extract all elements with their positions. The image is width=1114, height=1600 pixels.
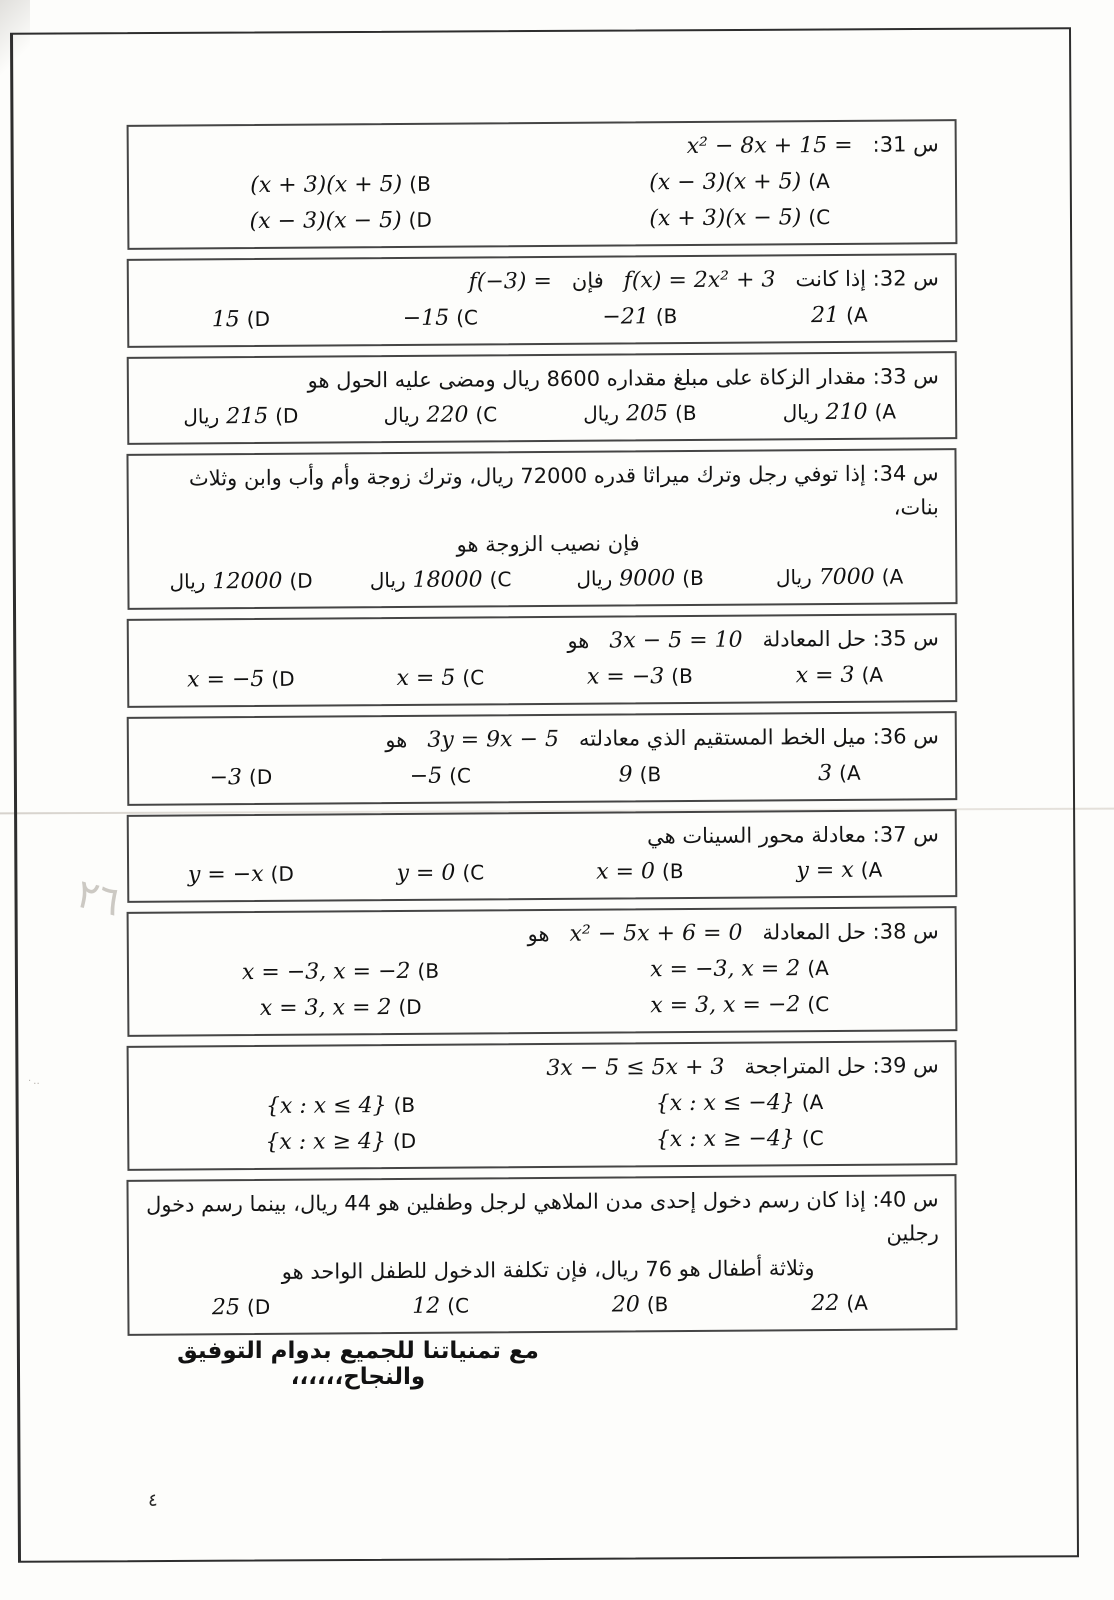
questions-container bbox=[127, 122, 957, 1333]
margin-scribble: ٢٦ bbox=[71, 870, 125, 926]
options-grid bbox=[141, 1284, 939, 1326]
option-letter: ( C bbox=[808, 205, 830, 229]
option-A bbox=[540, 1083, 939, 1122]
option-D bbox=[141, 300, 341, 337]
option-A bbox=[739, 656, 939, 693]
option-D bbox=[141, 855, 341, 892]
question-text: س 39: حل المتراجحة bbox=[744, 1053, 939, 1079]
question-box-35 bbox=[127, 613, 958, 708]
option-letter: ( C bbox=[456, 305, 478, 329]
option-value: 12000 bbox=[212, 568, 283, 594]
question-header bbox=[141, 524, 939, 564]
option-value: y = 0 bbox=[396, 860, 456, 886]
option-letter: ( A bbox=[874, 400, 896, 424]
scan-speck: ·‥ bbox=[28, 1076, 42, 1087]
option-C bbox=[340, 854, 540, 891]
option-value: x = 5 bbox=[396, 665, 456, 691]
question-header bbox=[141, 719, 939, 760]
option-value: 20 bbox=[611, 1291, 640, 1318]
option-value: −5 bbox=[409, 763, 443, 789]
question-box-32 bbox=[127, 253, 958, 348]
option-value: x = −5 bbox=[187, 666, 265, 692]
currency-unit: ريال bbox=[369, 567, 406, 593]
option-letter: ( D bbox=[271, 862, 294, 886]
option-value: 9000 bbox=[619, 565, 676, 591]
option-value: x = 3, x = 2 bbox=[259, 994, 392, 1021]
math-expression: f(x) = 2x² + 3 bbox=[623, 267, 776, 294]
question-header bbox=[141, 127, 939, 168]
option-letter: ( C bbox=[447, 1294, 469, 1318]
option-letter: ( B bbox=[656, 304, 678, 328]
option-C bbox=[340, 757, 540, 794]
page-number: ٤ bbox=[148, 1490, 158, 1511]
option-letter: ( D bbox=[393, 1129, 416, 1153]
question-box-34 bbox=[126, 448, 957, 610]
options-grid bbox=[141, 393, 939, 435]
option-B bbox=[141, 1086, 540, 1125]
option-D bbox=[141, 758, 341, 795]
closing-wishes-text: مع تمنياتنا للجميع بدوام التوفيق والنجاح،،،،،، bbox=[177, 1338, 539, 1390]
option-value: 25 bbox=[211, 1294, 241, 1320]
option-D bbox=[141, 397, 341, 434]
option-letter: ( D bbox=[249, 765, 272, 789]
option-A bbox=[740, 1284, 940, 1321]
option-letter: ( B bbox=[409, 172, 431, 196]
option-letter: ( C bbox=[462, 665, 484, 689]
options-grid bbox=[141, 949, 939, 1027]
option-value: x = −3, x = 2 bbox=[650, 955, 801, 982]
options-grid bbox=[141, 1083, 939, 1161]
question-box-39 bbox=[127, 1040, 958, 1171]
option-value: 205 bbox=[625, 400, 669, 426]
question-box-33 bbox=[127, 351, 958, 445]
option-value: {x : x ≥ −4} bbox=[655, 1125, 795, 1152]
option-C bbox=[540, 1119, 939, 1158]
options-grid bbox=[141, 656, 939, 698]
math-expression: 3y = 9x − 5 bbox=[427, 726, 560, 753]
option-D bbox=[141, 562, 341, 599]
options-grid bbox=[141, 296, 939, 338]
option-value: 18000 bbox=[412, 566, 483, 593]
option-letter: ( D bbox=[271, 667, 294, 691]
option-value: y = x bbox=[796, 857, 854, 883]
currency-unit: ريال bbox=[775, 565, 812, 590]
option-C bbox=[341, 1287, 541, 1324]
option-D bbox=[141, 201, 540, 240]
option-letter: ( D bbox=[409, 208, 432, 232]
options-grid bbox=[141, 754, 939, 796]
option-value: (x + 3)(x − 5) bbox=[649, 204, 802, 231]
math-expression: f(−3) = bbox=[468, 268, 552, 295]
question-box-37 bbox=[127, 809, 958, 903]
math-expression: 3x − 5 ≤ 5x + 3 bbox=[546, 1054, 725, 1081]
option-letter: ( D bbox=[247, 1295, 270, 1319]
option-value: (x + 3)(x + 5) bbox=[250, 171, 403, 198]
option-value: {x : x ≥ 4} bbox=[265, 1128, 387, 1155]
option-letter: ( A bbox=[861, 663, 883, 687]
option-value: (x − 3)(x − 5) bbox=[249, 207, 402, 234]
option-letter: ( C bbox=[490, 567, 512, 591]
option-letter: ( B bbox=[671, 664, 693, 688]
question-text: س 36: ميل الخط المستقيم الذي معادلته bbox=[578, 724, 939, 751]
option-D bbox=[141, 1288, 341, 1325]
option-letter: ( C bbox=[802, 1126, 824, 1150]
currency-unit: ريال bbox=[782, 400, 819, 425]
question-box-38 bbox=[127, 906, 958, 1037]
math-expression: x² − 5x + 6 = 0 bbox=[569, 920, 743, 947]
option-value: y = −x bbox=[187, 861, 264, 887]
question-header bbox=[141, 621, 939, 662]
option-D bbox=[141, 988, 540, 1027]
option-A bbox=[739, 393, 939, 430]
option-value: x = 3, x = −2 bbox=[650, 991, 801, 1018]
math-expression: x² − 8x + 15 = bbox=[686, 132, 853, 159]
currency-unit: ريال bbox=[169, 569, 206, 594]
option-value: −3 bbox=[209, 764, 243, 790]
question-text: س 37: معادلة محور السينات هي bbox=[646, 822, 939, 849]
option-B bbox=[141, 952, 540, 991]
currency-unit: ريال bbox=[183, 404, 220, 429]
option-letter: ( B bbox=[639, 762, 661, 786]
option-value: x = −3 bbox=[586, 663, 665, 690]
option-value: 220 bbox=[426, 402, 469, 428]
option-C bbox=[540, 985, 939, 1024]
option-value: −15 bbox=[402, 305, 450, 331]
question-text: وثلاثة أطفال هو 76 ريال، فإن تكلفة الدخول للطفل الواحد هو bbox=[281, 1256, 815, 1284]
question-header bbox=[141, 359, 939, 399]
option-letter: ( C bbox=[807, 992, 829, 1016]
option-value: x = 3 bbox=[795, 662, 855, 688]
question-text: س 38: حل المعادلة bbox=[762, 919, 939, 945]
math-expression: 3x − 5 = 10 bbox=[609, 627, 743, 654]
question-header bbox=[141, 456, 939, 530]
option-A bbox=[540, 162, 939, 201]
option-letter: ( C bbox=[449, 763, 471, 787]
option-letter: ( D bbox=[289, 569, 312, 593]
option-A bbox=[739, 296, 939, 333]
option-B bbox=[141, 165, 540, 204]
option-value: 215 bbox=[226, 403, 269, 429]
question-header bbox=[141, 914, 939, 955]
option-value: 22 bbox=[811, 1290, 840, 1316]
option-value: 15 bbox=[211, 306, 240, 332]
question-text: س 33: مقدار الزكاة على مبلغ مقداره 8600 ريال ومضى عليه الحول هو bbox=[307, 364, 939, 393]
question-text: هو bbox=[527, 921, 550, 947]
question-header bbox=[141, 1048, 939, 1089]
options-grid bbox=[141, 162, 939, 240]
currency-unit: ريال bbox=[383, 402, 420, 428]
question-header bbox=[141, 261, 939, 302]
option-letter: ( A bbox=[808, 169, 830, 193]
option-letter: ( A bbox=[882, 564, 904, 588]
option-D bbox=[141, 1122, 540, 1161]
question-box-36 bbox=[127, 711, 958, 806]
option-letter: ( A bbox=[846, 303, 868, 327]
option-D bbox=[141, 660, 341, 697]
option-A bbox=[739, 754, 939, 791]
option-letter: ( A bbox=[861, 858, 883, 882]
option-C bbox=[340, 299, 540, 336]
option-letter: ( C bbox=[462, 860, 484, 884]
question-text: هو bbox=[567, 628, 590, 653]
option-letter: ( B bbox=[662, 859, 684, 883]
option-letter: ( B bbox=[393, 1093, 415, 1117]
question-text: س 31: bbox=[872, 132, 939, 157]
option-letter: ( A bbox=[846, 1291, 868, 1315]
option-B bbox=[540, 560, 740, 597]
option-letter: ( B bbox=[675, 401, 697, 425]
option-letter: ( B bbox=[647, 1292, 669, 1316]
options-grid bbox=[141, 558, 939, 600]
option-A bbox=[739, 851, 939, 888]
option-value: {x : x ≤ −4} bbox=[655, 1089, 795, 1116]
question-text: س 34: إذا توفي رجل وترك ميراثا قدره 72000 ريال، وترك زوجة وأم وأب وابن وثلاث بنات، bbox=[188, 461, 939, 520]
question-text: س 32: إذا كانت bbox=[795, 266, 939, 292]
option-A bbox=[740, 558, 940, 595]
option-value: 7000 bbox=[818, 564, 875, 590]
question-box-40 bbox=[126, 1174, 957, 1336]
question-header bbox=[141, 1250, 939, 1290]
option-B bbox=[540, 658, 740, 695]
question-text: س 40: إذا كان رسم دخول إحدى مدن الملاهي لرجل وطفلين هو 44 ريال، بينما رسم دخول رجلين bbox=[145, 1187, 939, 1246]
option-C bbox=[340, 396, 540, 433]
option-value: 21 bbox=[811, 302, 840, 328]
option-value: x = 0 bbox=[596, 858, 656, 885]
option-value: {x : x ≤ 4} bbox=[265, 1092, 387, 1119]
currency-unit: ريال bbox=[576, 566, 613, 591]
option-C bbox=[540, 198, 939, 237]
option-letter: ( D bbox=[275, 404, 298, 428]
option-value: −21 bbox=[602, 303, 649, 330]
option-value: 3 bbox=[818, 760, 833, 786]
option-letter: ( A bbox=[839, 761, 861, 785]
question-header bbox=[141, 1182, 939, 1256]
options-grid bbox=[141, 851, 939, 893]
option-value: 12 bbox=[412, 1293, 441, 1319]
option-letter: ( D bbox=[247, 307, 270, 331]
option-letter: ( B bbox=[417, 959, 439, 983]
question-text: فإن نصيب الزوجة هو bbox=[456, 531, 640, 557]
option-letter: ( B bbox=[682, 566, 704, 590]
option-letter: ( D bbox=[398, 995, 421, 1019]
question-box-31 bbox=[127, 119, 958, 250]
question-text: س 35: حل المعادلة bbox=[762, 626, 939, 652]
option-value: 9 bbox=[618, 761, 633, 787]
option-B bbox=[540, 298, 740, 335]
option-value: (x − 3)(x + 5) bbox=[649, 168, 802, 195]
option-letter: ( A bbox=[807, 956, 829, 980]
question-text: فإن bbox=[571, 268, 604, 293]
option-value: x = −3, x = −2 bbox=[241, 958, 411, 985]
question-header bbox=[141, 817, 939, 857]
option-C bbox=[341, 561, 541, 598]
option-B bbox=[540, 756, 740, 793]
option-value: 210 bbox=[825, 399, 868, 425]
question-text: هو bbox=[385, 727, 408, 753]
option-B bbox=[540, 853, 740, 890]
option-B bbox=[540, 395, 740, 432]
option-letter: ( A bbox=[802, 1090, 824, 1114]
option-C bbox=[340, 659, 540, 696]
currency-unit: ريال bbox=[583, 401, 620, 426]
option-A bbox=[540, 949, 939, 988]
option-B bbox=[540, 1286, 740, 1323]
option-letter: ( C bbox=[475, 402, 497, 426]
